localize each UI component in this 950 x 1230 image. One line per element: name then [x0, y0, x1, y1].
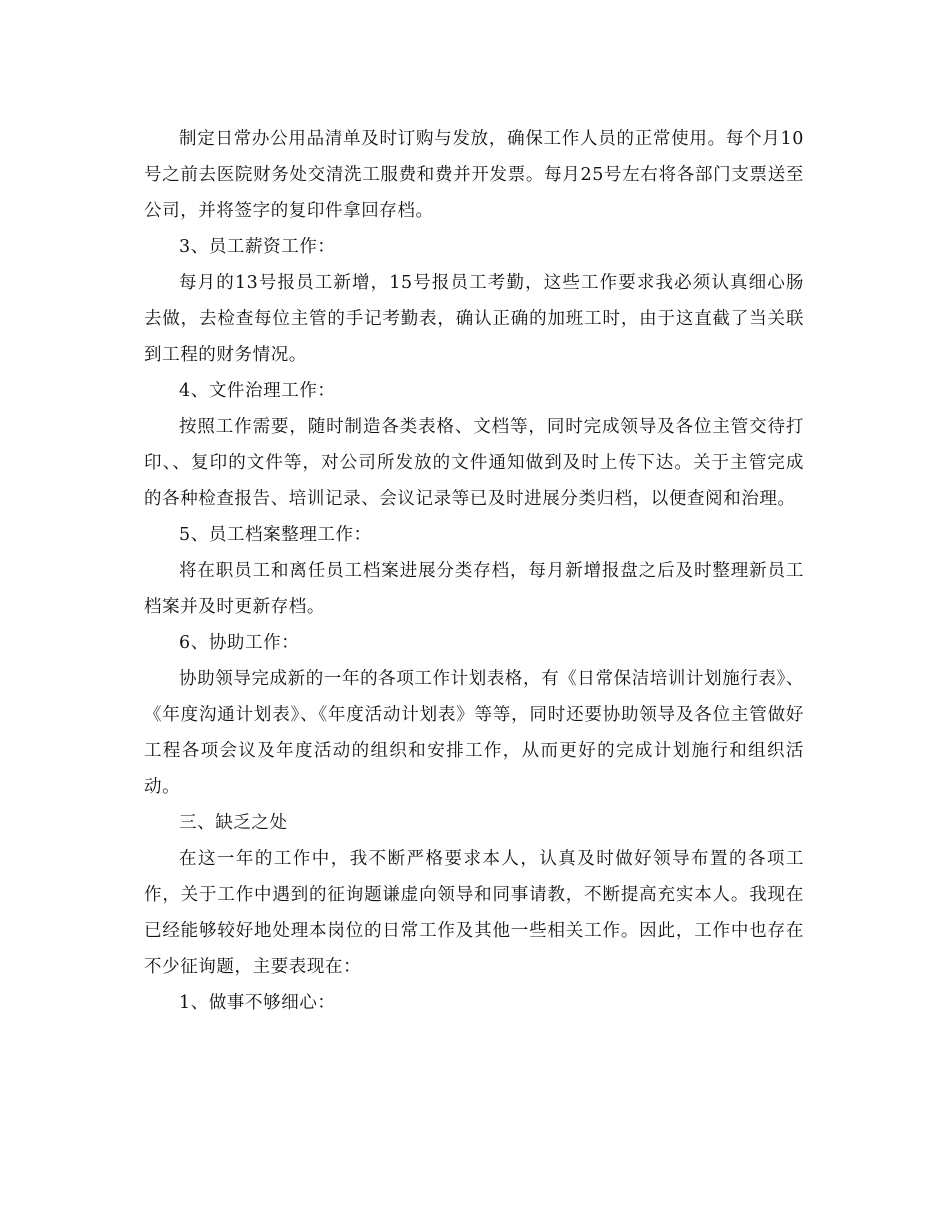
heading-file-management: 4、文件治理工作： — [179, 381, 336, 401]
document-page — [144, 121, 804, 1021]
heading-salary-work: 3、员工薪资工作： — [179, 237, 336, 257]
heading-employee-archives: 5、员工档案整理工作： — [179, 525, 372, 545]
paragraph-assist-work: 协助领导完成新的一年的各项工作计划表格，有《日常保洁培训计划施行表》、《年度沟通计划表》、《年度活动计划表》等等，同时还要协助领导及各位主管做好工程各项会议及年度活动的组织和安排工作，从而更好的完成计划施行和组织活动。 — [144, 669, 804, 797]
paragraph-file-management: 按照工作需要，随时制造各类表格、文档等，同时完成领导及各位主管交待打印、、复印的文件等，对公司所发放的文件通知做到及时上传下达。关于主管完成的各种检查报告、培训记录、会议记录等已及时进展分类归档，以便查阅和治理。 — [144, 417, 804, 509]
heading-not-careful: 1、做事不够细心： — [179, 993, 336, 1013]
paragraph-employee-archives: 将在职员工和离任员工档案进展分类存档，每月新增报盘之后及时整理新员工档案并及时更新存档。 — [144, 561, 804, 617]
paragraph-shortcomings: 在这一年的工作中，我不断严格要求本人，认真及时做好领导布置的各项工作，关于工作中遇到的征询题谦虚向领导和同事请教，不断提高充实本人。我现在已经能够较好地处理本岗位的日常工作及其他一些相关工作。因此，工作中也存在不少征询题，主要表现在： — [144, 849, 804, 977]
heading-shortcomings: 三、缺乏之处 — [179, 813, 288, 833]
paragraph-office-supplies: 制定日常办公用品清单及时订购与发放，确保工作人员的正常使用。每个月10号之前去医院财务处交清洗工服费和费并开发票。每月25号左右将各部门支票送至公司，并将签字的复印件拿回存档。 — [144, 129, 804, 221]
paragraph-salary-work: 每月的13号报员工新增，15号报员工考勤，这些工作要求我必须认真细心肠去做，去检查每位主管的手记考勤表，确认正确的加班工时，由于这直截了当关联到工程的财务情况。 — [144, 273, 804, 365]
heading-assist-work: 6、协助工作： — [179, 633, 300, 653]
